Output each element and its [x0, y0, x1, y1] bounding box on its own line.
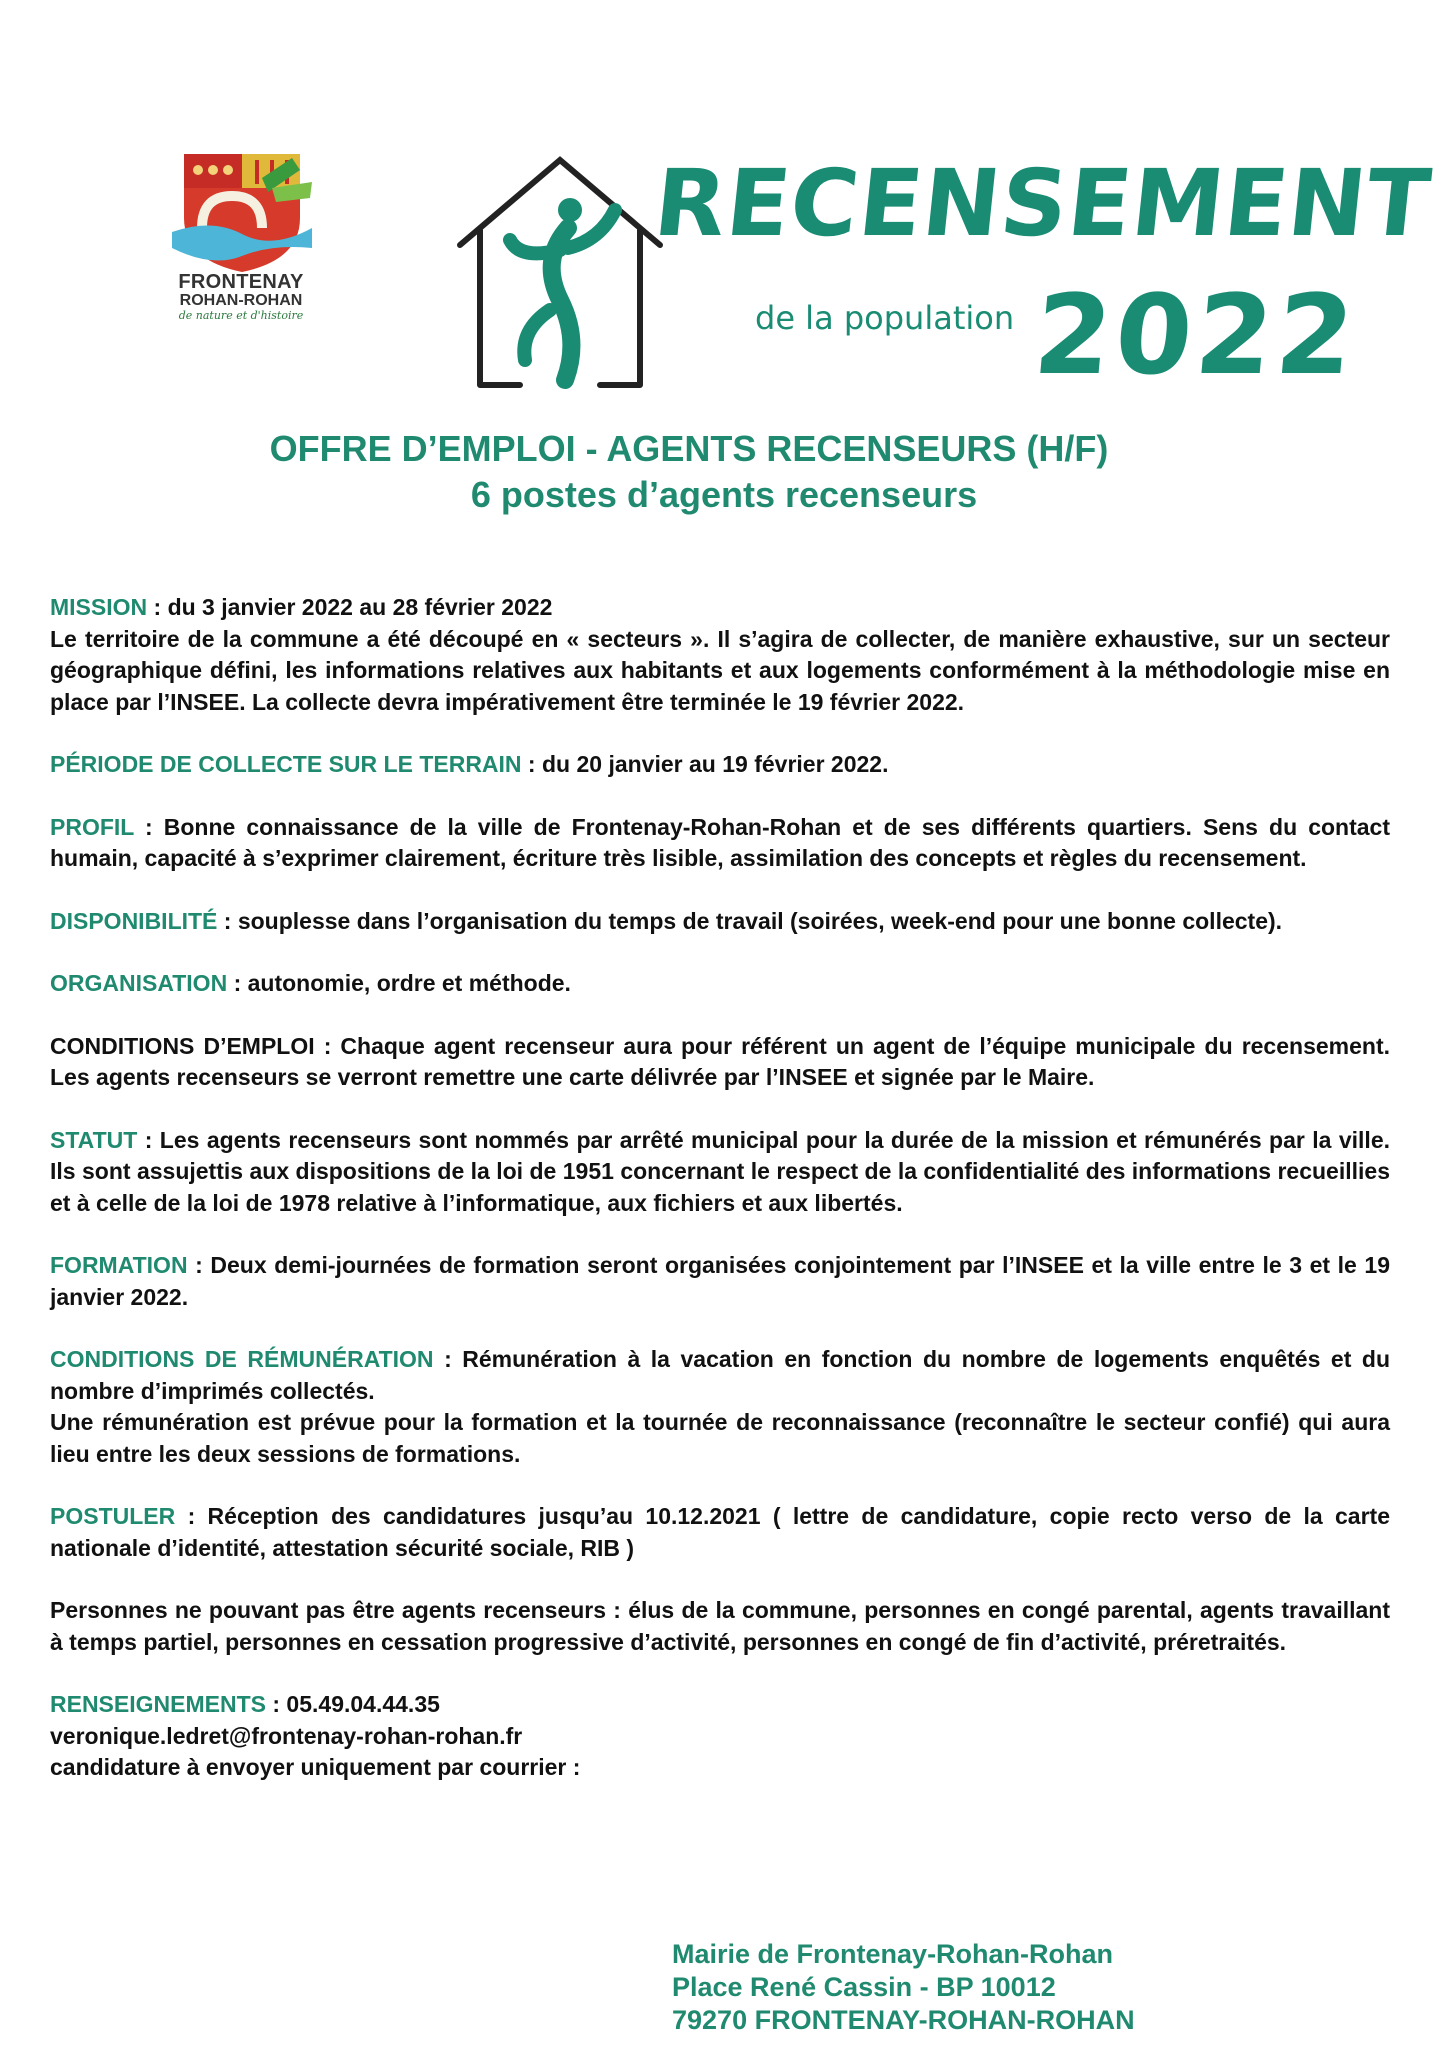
contact-phone: : 05.49.04.44.35 [265, 1691, 440, 1717]
commune-name-line1: FRONTENAY [178, 271, 304, 293]
mission-dates: : du 3 janvier 2022 au 28 février 2022 [147, 594, 553, 620]
contact-email[interactable]: veronique.ledret@frontenay-rohan-rohan.fr [50, 1722, 523, 1749]
mailing-address [672, 1938, 1135, 2037]
section-statut [50, 1125, 1390, 1220]
offer-content [50, 592, 1390, 1784]
periode-label: PÉRIODE DE COLLECTE SUR LE TERRAIN [50, 751, 522, 777]
section-formation [50, 1250, 1390, 1313]
address-line2: Place René Cassin - BP 10012 [672, 1972, 1056, 2002]
organisation-text: : autonomie, ordre et méthode. [227, 970, 571, 996]
recensement-year: 2022 [1029, 271, 1363, 399]
offer-title: OFFRE D’EMPLOI - AGENTS RECENSEURS (H/F) [269, 428, 1109, 469]
organisation-label: ORGANISATION [50, 970, 228, 996]
section-disponibilite [50, 906, 1390, 938]
offer-subtitle: 6 postes d’agents recenseurs [470, 474, 978, 515]
commune-name-block [150, 272, 332, 321]
statut-text: : Les agents recenseurs sont nommés par arrêté municipal pour la durée de la mission et rémunérés par la ville. Ils sont assujettis aux dispositions de la loi de 1951 concernant le respect de la confidentialité des informations recueillies et à celle de la loi de 1978 relative à l’informatique, aux fichiers et aux libertés. [50, 1126, 1390, 1216]
disponibilite-label: DISPONIBILITÉ [50, 907, 218, 934]
formation-text: : Deux demi-journées de formation seront organisées conjointement par l’INSEE et la ville entre le 3 et le 19 janvier 2022. [50, 1252, 1390, 1310]
remuneration-body: Une rémunération est prévue pour la formation et la tournée de reconnaissance (reconnaître le secteur confié) qui aura lieu entre les deux sessions de formations. [50, 1409, 1390, 1467]
section-exclusions [50, 1595, 1390, 1658]
remuneration-label: CONDITIONS DE RÉMUNÉRATION [50, 1346, 434, 1372]
section-remuneration [50, 1344, 1390, 1470]
profil-label: PROFIL [50, 813, 134, 840]
house-figure-icon [450, 150, 670, 400]
remuneration-text: : Rémunération à la vacation en fonction du nombre de logements enquêtés et du nombre d’imprimés collectés. [50, 1346, 1391, 1404]
mission-body: Le territoire de la commune a été découpé en « secteurs ». Il s’agira de collecter, de manière exhaustive, sur un secteur géographique défini, les informations relatives aux habitants et aux logements conformément à la méthodologie mise en place par l’INSEE. La collecte devra impérativement être terminée le 19 février 2022. [50, 625, 1390, 715]
section-mission [50, 592, 1390, 718]
exclusions-text: Personnes ne pouvant pas être agents recenseurs : élus de la commune, personnes en congé parental, agents travaillant à temps partiel, personnes en cessation progressive d’activité, personnes en congé de fin d’activité, préretraités. [50, 1597, 1390, 1655]
address-line1: Mairie de Frontenay-Rohan-Rohan [672, 1939, 1114, 1969]
section-profil [50, 812, 1390, 875]
commune-tagline: de nature et d'histoire [178, 308, 304, 322]
profil-text: : Bonne connaissance de la ville de Frontenay-Rohan-Rohan et de ses différents quartiers. Sens du contact humain, capacité à s’exprimer clairement, écriture très lisible, assimilation des concepts et règles du recensement. [50, 813, 1390, 871]
recensement-word: RECENSEMENT [649, 150, 1436, 257]
disponibilite-text: : souplesse dans l’organisation du temps de travail (soirées, week-end pour une bonne collecte). [217, 907, 1283, 934]
address-line3: 79270 FRONTENAY-ROHAN-ROHAN [672, 2005, 1135, 2035]
recensement-subtitle: de la population [755, 299, 1015, 337]
send-instruction: candidature à envoyer uniquement par courrier : [50, 1754, 581, 1780]
periode-text: : du 20 janvier au 19 février 2022. [521, 751, 889, 777]
postuler-text: : Réception des candidatures jusqu’au 10.12.2021 ( lettre de candidature, copie recto verso de la carte nationale d’identité, attestation sécurité sociale, RIB ) [50, 1503, 1390, 1561]
formation-label: FORMATION [50, 1252, 188, 1278]
section-postuler [50, 1501, 1390, 1564]
statut-label: STATUT [50, 1126, 138, 1153]
commune-name-line2: ROHAN-ROHAN [179, 292, 303, 309]
section-periode [50, 749, 1390, 781]
recensement-banner [430, 140, 1436, 405]
section-organisation [50, 968, 1390, 1000]
section-renseignements [50, 1689, 1390, 1784]
renseignements-label: RENSEIGNEMENTS [50, 1691, 266, 1717]
conditions-emploi-text: CONDITIONS D’EMPLOI : Chaque agent recenseur aura pour référent un agent de l’équipe municipale du recensement. Les agents recenseurs se verront remettre une carte délivrée par l’INSEE et signée par le Maire. [50, 1032, 1390, 1090]
mission-label: MISSION [50, 594, 148, 620]
postuler-label: POSTULER [50, 1503, 176, 1529]
section-conditions-emploi [50, 1031, 1390, 1094]
